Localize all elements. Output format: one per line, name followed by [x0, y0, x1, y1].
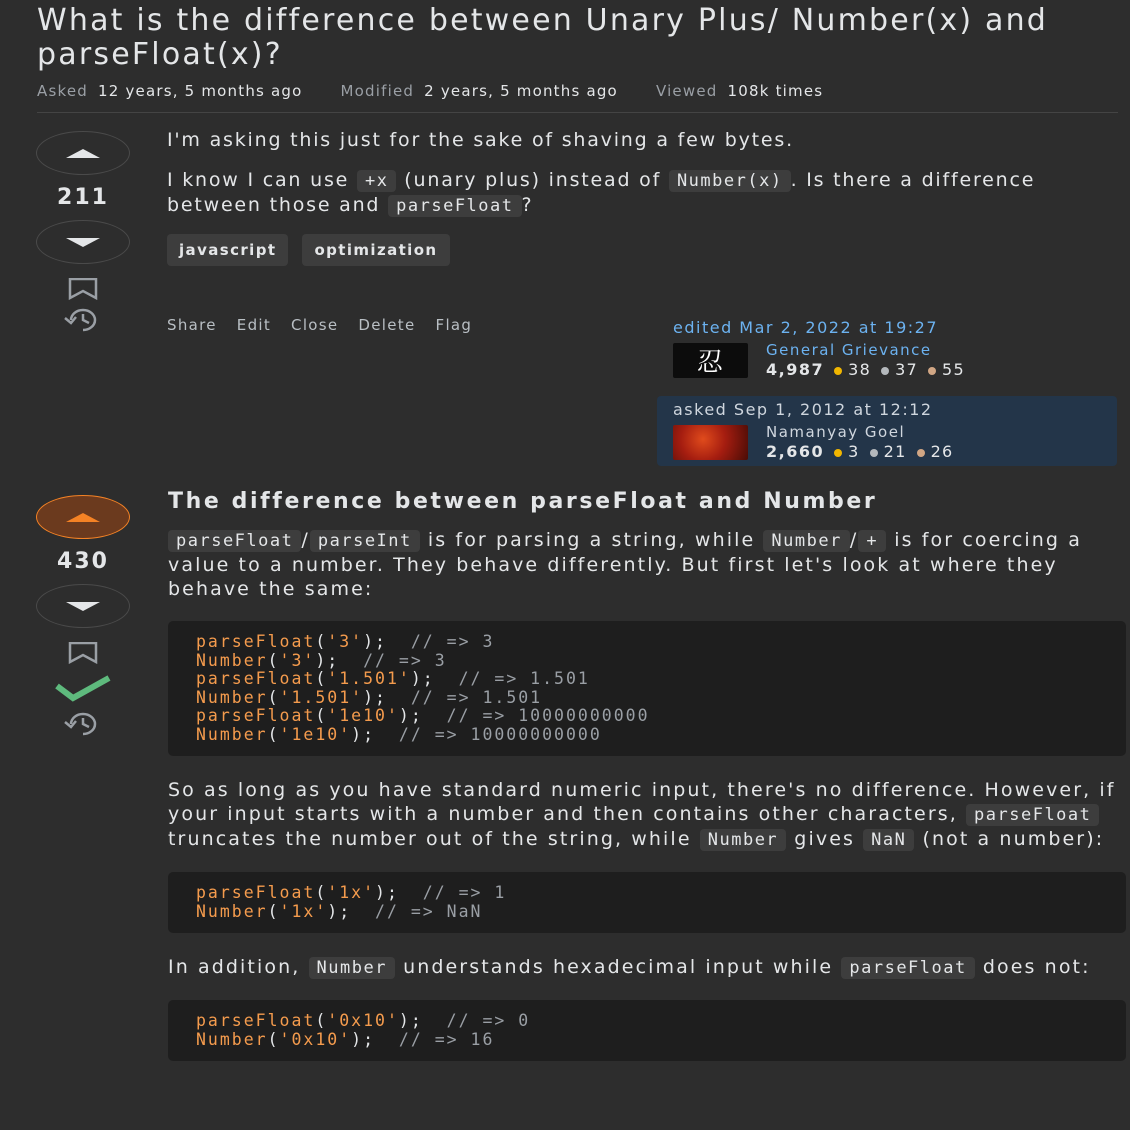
inline-code: Number(x) — [669, 170, 791, 192]
code-punct: ); — [363, 632, 411, 651]
code-punct: ( — [267, 724, 280, 744]
code-line — [196, 633, 1098, 652]
code-line — [196, 726, 1098, 745]
code-function: Number — [196, 687, 268, 707]
header-divider — [37, 112, 1118, 113]
silver-badges: 37 — [881, 360, 918, 379]
reputation-score: 2,660 — [766, 442, 825, 461]
code-comment: // => 16 — [398, 1029, 495, 1049]
avatar[interactable] — [673, 425, 748, 460]
inline-code: Number — [309, 957, 395, 979]
history-icon[interactable] — [61, 308, 105, 332]
code-line — [196, 652, 1098, 671]
code-string: '1x' — [327, 883, 376, 902]
code-block — [168, 1000, 1126, 1061]
answer-body — [168, 490, 1126, 1083]
answer-paragraph: So as long as you have standard numeric input, there's no difference. However, if your input starts with a number and then contains other characters, parseFloat truncates the number out of the string, while Number gives NaN (not a number): — [168, 779, 1116, 850]
code-punct: ); — [351, 1029, 399, 1049]
question-title[interactable]: What is the difference between Unary Plus/ Number(x) and parseFloat(x)? — [37, 3, 1049, 72]
answer-paragraph: In addition, Number understands hexadecimal input while parseFloat does not: — [168, 956, 1091, 978]
flag-link[interactable]: Flag — [435, 316, 473, 334]
question-body — [167, 128, 1067, 266]
inline-code: parseFloat — [841, 957, 974, 979]
code-comment: // => 1.501 — [410, 687, 543, 707]
user-name-link[interactable]: General Grievance — [766, 341, 932, 359]
edited-timestamp[interactable]: edited Mar 2, 2022 at 19:27 — [673, 318, 939, 337]
meta-viewed: Viewed 108k times — [655, 82, 824, 100]
user-info — [673, 423, 1101, 461]
downvote-arrow-icon — [66, 238, 100, 247]
reputation-score: 4,987 — [766, 360, 825, 379]
question-paragraph: I'm asking this just for the sake of shaving a few bytes. — [167, 129, 794, 151]
answer-upvote-button[interactable] — [36, 495, 130, 539]
bronze-badges: 26 — [917, 442, 954, 461]
code-line — [196, 884, 1098, 903]
reputation — [766, 442, 954, 461]
silver-badges: 21 — [870, 442, 907, 461]
code-punct: ); — [327, 901, 376, 921]
code-punct: ( — [315, 706, 328, 725]
tag-javascript[interactable]: javascript — [167, 234, 288, 266]
code-punct: ( — [315, 883, 328, 902]
asked-timestamp[interactable]: asked Sep 1, 2012 at 12:12 — [673, 400, 933, 419]
code-comment: // => 1.501 — [458, 669, 590, 688]
code-line — [196, 689, 1098, 708]
avatar[interactable]: 忍 — [673, 343, 748, 378]
answer-heading: The difference between parseFloat and Number — [168, 489, 878, 514]
code-string: '0x10' — [327, 1011, 399, 1030]
delete-link[interactable]: Delete — [358, 316, 416, 334]
edit-link[interactable]: Edit — [236, 316, 272, 334]
bookmark-icon[interactable] — [68, 642, 98, 664]
question-score: 211 — [57, 185, 109, 210]
accepted-checkmark-icon — [54, 674, 112, 702]
code-punct: ); — [398, 706, 447, 725]
code-function: parseFloat — [196, 1011, 316, 1030]
code-comment: // => 10000000000 — [398, 724, 602, 744]
share-link[interactable]: Share — [167, 316, 217, 334]
code-line — [196, 707, 1098, 726]
code-punct: ( — [315, 632, 328, 651]
inline-code: parseFloat — [388, 195, 521, 217]
close-link[interactable]: Close — [291, 316, 339, 334]
meta-modified: Modified 2 years, 5 months ago — [340, 82, 618, 100]
answer-downvote-button[interactable] — [36, 584, 130, 628]
code-punct: ( — [267, 687, 280, 707]
code-punct: ); — [410, 669, 459, 688]
code-string: '1.501' — [279, 687, 364, 707]
code-punct: ); — [363, 687, 411, 707]
user-info — [673, 341, 1113, 379]
history-icon[interactable] — [61, 712, 105, 736]
code-punct: ); — [315, 650, 364, 670]
inline-code: + — [858, 530, 886, 552]
gold-badge-icon — [834, 367, 842, 375]
inline-code: parseFloat — [966, 804, 1099, 826]
upvote-arrow-icon — [66, 149, 100, 158]
bronze-badges: 55 — [928, 360, 965, 379]
code-comment: // => 0 — [446, 1011, 531, 1030]
code-punct: ( — [267, 901, 280, 921]
answer-vote-cell — [36, 495, 130, 736]
tag-list — [167, 234, 1067, 266]
code-function: Number — [196, 724, 268, 744]
code-function: Number — [196, 650, 268, 670]
inline-code: Number — [700, 829, 786, 851]
code-string: '1e10' — [279, 724, 352, 744]
code-string: '1x' — [279, 901, 328, 921]
question-vote-cell — [36, 131, 130, 332]
gold-badges: 38 — [834, 360, 871, 379]
inline-code: parseInt — [310, 530, 420, 552]
code-comment: // => NaN — [375, 901, 483, 921]
bronze-badge-icon — [917, 449, 925, 457]
code-function: Number — [196, 1029, 268, 1049]
code-function: parseFloat — [196, 706, 316, 725]
question-meta — [37, 82, 1117, 100]
code-comment: // => 3 — [410, 632, 495, 651]
code-line — [196, 903, 1098, 922]
code-function: parseFloat — [196, 669, 316, 688]
silver-badge-icon — [870, 449, 878, 457]
inline-code: Number — [763, 530, 849, 552]
code-string: '1.501' — [327, 669, 411, 688]
code-punct: ); — [375, 883, 423, 902]
question-header — [37, 4, 1117, 100]
inline-code: NaN — [863, 829, 914, 851]
code-string: '3' — [327, 632, 364, 651]
user-details — [766, 341, 965, 379]
code-comment: // => 1 — [422, 883, 507, 902]
question-upvote-button[interactable] — [36, 131, 130, 175]
inline-code: parseFloat — [168, 530, 301, 552]
upvote-arrow-icon — [66, 513, 100, 522]
inline-code: +x — [357, 170, 396, 192]
code-block — [168, 872, 1126, 933]
code-line — [196, 1031, 1098, 1050]
answer-score: 430 — [57, 549, 109, 574]
code-function: parseFloat — [196, 883, 316, 902]
code-string: '0x10' — [279, 1029, 352, 1049]
code-block — [168, 621, 1126, 756]
code-comment: // => 3 — [363, 650, 447, 670]
code-line — [196, 1012, 1098, 1031]
code-function: parseFloat — [196, 632, 316, 651]
downvote-arrow-icon — [66, 602, 100, 611]
reputation — [766, 360, 965, 379]
user-details — [766, 423, 954, 461]
asked-user-card — [657, 396, 1117, 466]
code-punct: ); — [351, 724, 399, 744]
code-punct: ( — [315, 669, 328, 688]
gold-badge-icon — [834, 449, 842, 457]
user-name-link[interactable]: Namanyay Goel — [766, 423, 906, 441]
code-string: '3' — [279, 650, 316, 670]
answer-paragraph: parseFloat / parseInt is for parsing a string, while Number / + is for coercing a value to a number. They behave differently. But first let's look at where they behave the same: — [168, 529, 1082, 600]
gold-badges: 3 — [834, 442, 859, 461]
silver-badge-icon — [881, 367, 889, 375]
code-function: Number — [196, 901, 268, 921]
post-menu — [167, 316, 472, 334]
code-punct: ); — [398, 1011, 447, 1030]
meta-asked: Asked 12 years, 5 months ago — [37, 82, 303, 100]
code-string: '1e10' — [327, 706, 399, 725]
code-punct: ( — [315, 1011, 328, 1030]
question-paragraph: I know I can use +x (unary plus) instead of Number(x) . Is there a difference between those and parseFloat ? — [167, 169, 1036, 216]
code-punct: ( — [267, 1029, 280, 1049]
tag-optimization[interactable]: optimization — [302, 234, 449, 266]
bronze-badge-icon — [928, 367, 936, 375]
bookmark-icon[interactable] — [68, 278, 98, 300]
question-downvote-button[interactable] — [36, 220, 130, 264]
code-line — [196, 670, 1098, 689]
edited-user-card — [673, 318, 1113, 379]
code-comment: // => 10000000000 — [446, 706, 650, 725]
code-punct: ( — [267, 650, 280, 670]
